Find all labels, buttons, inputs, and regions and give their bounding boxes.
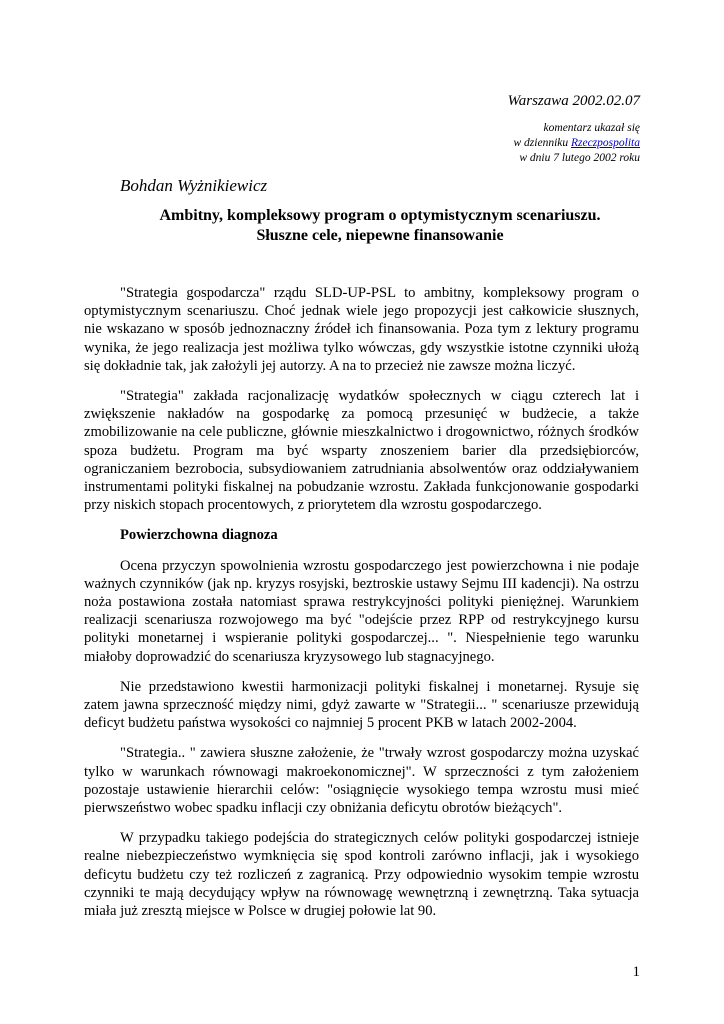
note-line-3: w dniu 7 lutego 2002 roku xyxy=(519,152,640,164)
paragraph-5: "Strategia.. " zawiera słuszne założenie, że "trwały wzrost gospodarczy można uzyskać tylko w warunkach równowagi makroekonomicznej". W sprzeczności z tym założeniem pozostaje ustawienie hierarchii celów: "osiągnięcie wysokiego tempa wzrostu musi mieć pierwszeństwo wobec spadku inflacji czy obniżania deficytu obrotów bieżących". xyxy=(84,745,639,817)
section-heading: Powierzchowna diagnoza xyxy=(120,527,278,544)
page-number: 1 xyxy=(632,964,640,980)
article-title xyxy=(120,206,640,246)
note-line-2-prefix: w dzienniku xyxy=(513,137,571,149)
article-body xyxy=(84,284,639,932)
rzeczpospolita-link[interactable]: Rzeczpospolita xyxy=(571,137,640,149)
title-line-1: Ambitny, kompleksowy program o optymistycznym scenariuszu. xyxy=(159,207,601,224)
note-line-2 xyxy=(514,136,641,151)
place-date: Warszawa 2002.02.07 xyxy=(507,93,640,109)
paragraph-6: W przypadku takiego podejścia do strategicznych celów polityki gospodarczej istnieje realne niebezpieczeństwo wymknięcia się spod kontroli zarówno inflacji, jak i wysokiego deficytu budżetu czy też rozliczeń z zagranicą. Przy odpowiednio wysokim tempie wzrostu czynniki te mają decydujący wpływ na równowagę wewnętrzną i zewnętrzną. Taka sytuacja miała już zresztą miejsce w Polsce w drugiej połowie lat 90. xyxy=(84,830,639,920)
paragraph-3: Ocena przyczyn spowolnienia wzrostu gospodarczego jest powierzchowna i nie podaje ważnych czynników (jak np. kryzys rosyjski, beztroskie ustawy Sejmu III kadencji). Na ostrzu noża postawiona została natomiast sprawa restrykcyjności polityki pieniężnej. Warunkiem realizacji scenariusza rozwojowego ma być "odejście przez RPP od restrykcyjnego kursu polityki monetarnej i wspieranie polityki gospodarczej... ". Niespełnienie tego warunku miałoby doprowadzić do scenariusza kryzysowego lub stagnacyjnego. xyxy=(84,557,639,665)
paragraph-4: Nie przedstawiono kwestii harmonizacji polityki fiskalnej i monetarnej. Rysuje się zatem jawna sprzeczność między nimi, gdyż zawarte w "Strategii... " scenariusze przewidują deficyt budżetu państwa wysokości co najmniej 5 procent PKB w latach 2002-2004. xyxy=(84,678,639,732)
paragraph-2: "Strategia" zakłada racjonalizację wydatków społecznych w ciągu czterech lat i zwiększenie nakładów na gospodarkę za pomocą przesunięć w budżecie, a także zmobilizowanie na cele publiczne, głównie mieszkalnictwo i drogownictwo, różnych środków spoza budżetu. Program ma być wsparty znoszeniem barier dla przedsiębiorców, ograniczaniem bezrobocia, subsydiowaniem zatrudniania absolwentów oraz oddziaływaniem instrumentami polityki fiskalnej na pobudzanie wzrostu. Zakłada funkcjonowanie gospodarki przy niskich stopach procentowych, z priorytetem dla wzrostu gospodarczego. xyxy=(84,388,639,514)
publication-note xyxy=(514,121,641,166)
title-line-2: Słuszne cele, niepewne finansowanie xyxy=(256,227,504,244)
note-line-1: komentarz ukazał się xyxy=(543,122,640,134)
paragraph-1: "Strategia gospodarcza" rządu SLD-UP-PSL to ambitny, kompleksowy program o optymistycznym scenariuszu. Choć jednak wiele jego propozycji jest całkowicie słusznych, nie wskazano w sposób jednoznaczny źródeł ich finansowania. Poza tym z lektury programu wynika, że jego realizacja jest możliwa tylko wówczas, gdy wszystkie istotne czynniki ułożą się dokładnie tak, jak założyli jej autorzy. A na to przecież nie zawsze można liczyć. xyxy=(84,285,639,374)
author-name: Bohdan Wyżnikiewicz xyxy=(120,176,268,195)
